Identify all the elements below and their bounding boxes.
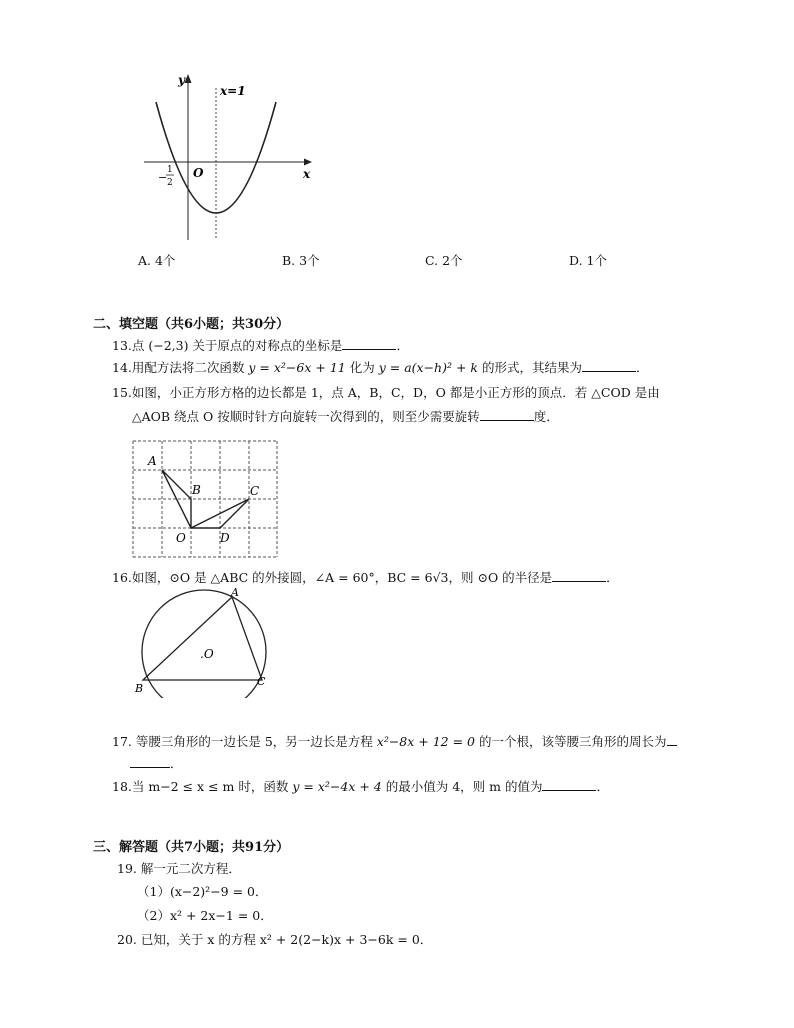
point-b: B: [192, 483, 201, 497]
question-17: [112, 733, 677, 751]
y-label: y: [178, 74, 185, 87]
q17-end: ．: [170, 756, 183, 771]
q17-blank-2: [130, 755, 170, 768]
q15-blank: [480, 408, 534, 421]
q13-blank: [342, 337, 396, 350]
q15-line2: [132, 408, 559, 426]
q17-line2: [130, 755, 183, 773]
q17-blank-1: [667, 733, 677, 746]
q16-text: 16.如图，⊙O 是 △ABC 的外接圆，∠A = 60°，BC = 6√3，则 ⊙O 的半径是: [112, 570, 553, 585]
q18-end: ．: [596, 779, 609, 794]
point-o: O: [176, 531, 186, 545]
origin-label: O: [193, 166, 204, 180]
option-c: C. 2个: [425, 253, 463, 268]
q13-end: ．: [396, 338, 409, 353]
q14-text-a: 14.用配方法将二次函数: [112, 360, 245, 375]
q14-text-b: 化为: [349, 360, 375, 375]
triangle-aob: [162, 470, 191, 528]
x-axis-arrow: [304, 159, 312, 166]
option-b: B. 3个: [282, 253, 320, 268]
q14-text-c: 的形式，其结果为: [481, 360, 582, 375]
grid-figure: [130, 438, 280, 560]
q19-part1: （1）(x−2)²−9 = 0．: [137, 884, 268, 899]
point-d: D: [220, 531, 230, 545]
y-axis-arrow: [185, 74, 192, 83]
option-a: A. 4个: [138, 253, 176, 268]
q18-text-a: 18.当 m−2 ≤ x ≤ m 时，函数: [112, 779, 289, 794]
q19-title: 19. 解一元二次方程．: [117, 861, 241, 876]
q14-blank: [582, 359, 636, 372]
q15-text: △AOB 绕点 O 按顺时针方向旋转一次得到的，则至少需要旋转: [132, 409, 480, 424]
question-16: [112, 569, 619, 587]
q13-text: 13.点 (−2,3) 关于原点的对称点的坐标是: [112, 338, 343, 353]
section2-title: 二、填空题（共6小题；共30分）: [93, 317, 290, 332]
section3-title: 三、解答题（共7小题；共91分）: [93, 840, 290, 855]
frac-numerator: 1: [167, 165, 173, 175]
q14-eq-b: y = a(x−h)² + k: [378, 360, 478, 375]
q14-eq-a: y = x²−6x + 11: [248, 360, 346, 375]
circumcircle: [142, 590, 266, 698]
circle-point-a: A: [231, 588, 239, 599]
q14-end: ．: [636, 360, 649, 375]
question-13: [112, 337, 409, 355]
q16-blank: [552, 569, 606, 582]
triangle-abc: [143, 597, 262, 680]
q15-end: 度．: [533, 409, 559, 424]
parabola-figure: [140, 74, 320, 244]
circle-center-o: .O: [200, 647, 214, 661]
option-d: D. 1个: [569, 253, 607, 268]
point-a: A: [148, 454, 157, 468]
q19-part2: （2）x² + 2x−1 = 0．: [137, 908, 273, 923]
q17-eq: x²−8x + 12 = 0: [376, 734, 476, 749]
circle-point-c: C: [257, 675, 266, 688]
q18-eq: y = x²−4x + 4: [292, 779, 382, 794]
frac-denominator: 2: [167, 178, 173, 188]
q17-text-a: 17. 等腰三角形的一边长是 5，另一边长是方程: [112, 734, 373, 749]
question-14: [112, 359, 649, 377]
circle-figure: [132, 588, 280, 698]
symmetry-label: x=1: [220, 84, 246, 98]
circle-point-b: B: [135, 682, 144, 695]
point-c: C: [250, 484, 260, 498]
q16-end: ．: [606, 570, 619, 585]
q18-text-b: 的最小值为 4，则 m 的值为: [385, 779, 543, 794]
q20-title: 20. 已知，关于 x 的方程 x² + 2(2−k)x + 3−6k = 0．: [117, 932, 433, 947]
question-18: [112, 778, 609, 796]
neg-sign: −: [158, 171, 168, 184]
q17-text-b: 的一个根，该等腰三角形的周长为: [479, 734, 667, 749]
x-label: x: [303, 167, 311, 181]
q15-line1: 15.如图，小正方形方格的边长都是 1，点 A，B，C，D，O 都是小正方形的顶点．若 △COD 是由: [112, 385, 660, 400]
q18-blank: [542, 778, 596, 791]
